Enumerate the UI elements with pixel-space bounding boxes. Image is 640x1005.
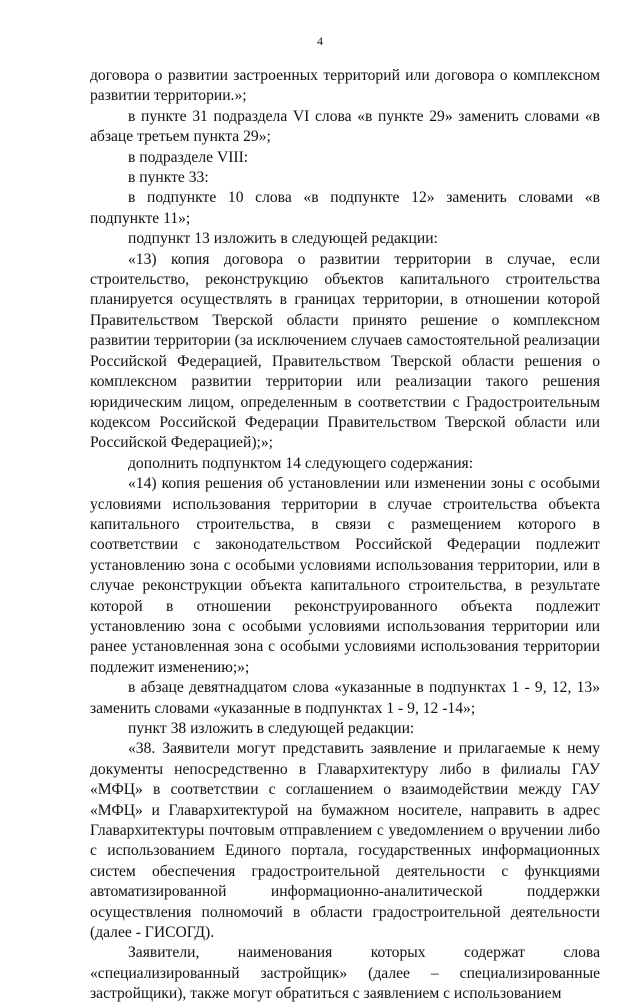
- document-body: [90, 66, 600, 1005]
- paragraph: подпункт 13 изложить в следующей редакции:: [128, 230, 438, 248]
- page-number: 4: [317, 34, 323, 48]
- paragraph: «13) копия договора о развитии территории в случае, если строительство, реконструкцию объектов капитального строительства планируется осуществлять в границах территории, в отношении которой Правительством Тверской области принято решение о комплексном развитии территории (за исключением случаев самостоятельной реализации Российской Федерацией, Правительством Тверской области решения о комплексном развитии территории или реализации такого решения юридическим лицом, определенным в соответствии с Градостроительным кодексом Российской Федерации Правительством Тверской области или Российской Федерацией);»;: [90, 250, 600, 452]
- paragraph: дополнить подпунктом 14 следующего содержания:: [128, 454, 474, 472]
- paragraph: в подпункте 10 слова «в подпункте 12» заменить словами «в подпункте 11»;: [90, 189, 600, 227]
- paragraph: в пункте 33:: [128, 169, 209, 187]
- paragraph: Заявители, наименования которых содержат слова «специализированный застройщик» (далее – специализированные застройщики), также могут обратиться с заявлением с использованием: [90, 944, 600, 1003]
- paragraph: в абзаце девятнадцатом слова «указанные в подпунктах 1 - 9, 12, 13» заменить словами «указанные в подпунктах 1 - 9, 12 -14»;: [90, 679, 600, 717]
- paragraph: «14) копия решения об установлении или изменении зоны с особыми условиями использования территории в случае строительства объекта капитального строительства, в связи с размещением которого в соответствии с законодательством Российской Федерации подлежит установлению зона с особыми условиями использования территории, или в случае реконструкции объекта капитального строительства, в результате которой в отношении реконструированного объекта подлежит установлению зона с особыми условиями использования территории или ранее установленная зона с особыми условиями использования территории подлежит изменению;»;: [90, 475, 600, 676]
- paragraph: в пункте 31 подраздела VI слова «в пункте 29» заменить словами «в абзаце третьем пункта 29»;: [90, 107, 600, 146]
- paragraph: «38. Заявители могут представить заявление и прилагаемые к нему документы непосредственно в Главархитектуру либо в филиалы ГАУ «МФЦ» в соответствии с соглашением о взаимодействии между ГАУ «МФЦ» и Главархитектурой на бумажном носителе, направить в адрес Главархитектуры почтовым отправлением с уведомлением о вручении либо с использованием Единого портала, государственных информационных систем обеспечения градостроительной деятельности с функциями автоматизированной информационно-аналитической поддержки осуществления полномочий в области градостроительной деятельности (далее - ГИСОГД).: [90, 740, 600, 942]
- paragraph: договора о развитии застроенных территорий или договора о комплексном развитии территории.»;: [90, 67, 600, 105]
- paragraph: в подразделе VIII:: [128, 148, 249, 166]
- paragraph: пункт 38 изложить в следующей редакции:: [128, 720, 415, 737]
